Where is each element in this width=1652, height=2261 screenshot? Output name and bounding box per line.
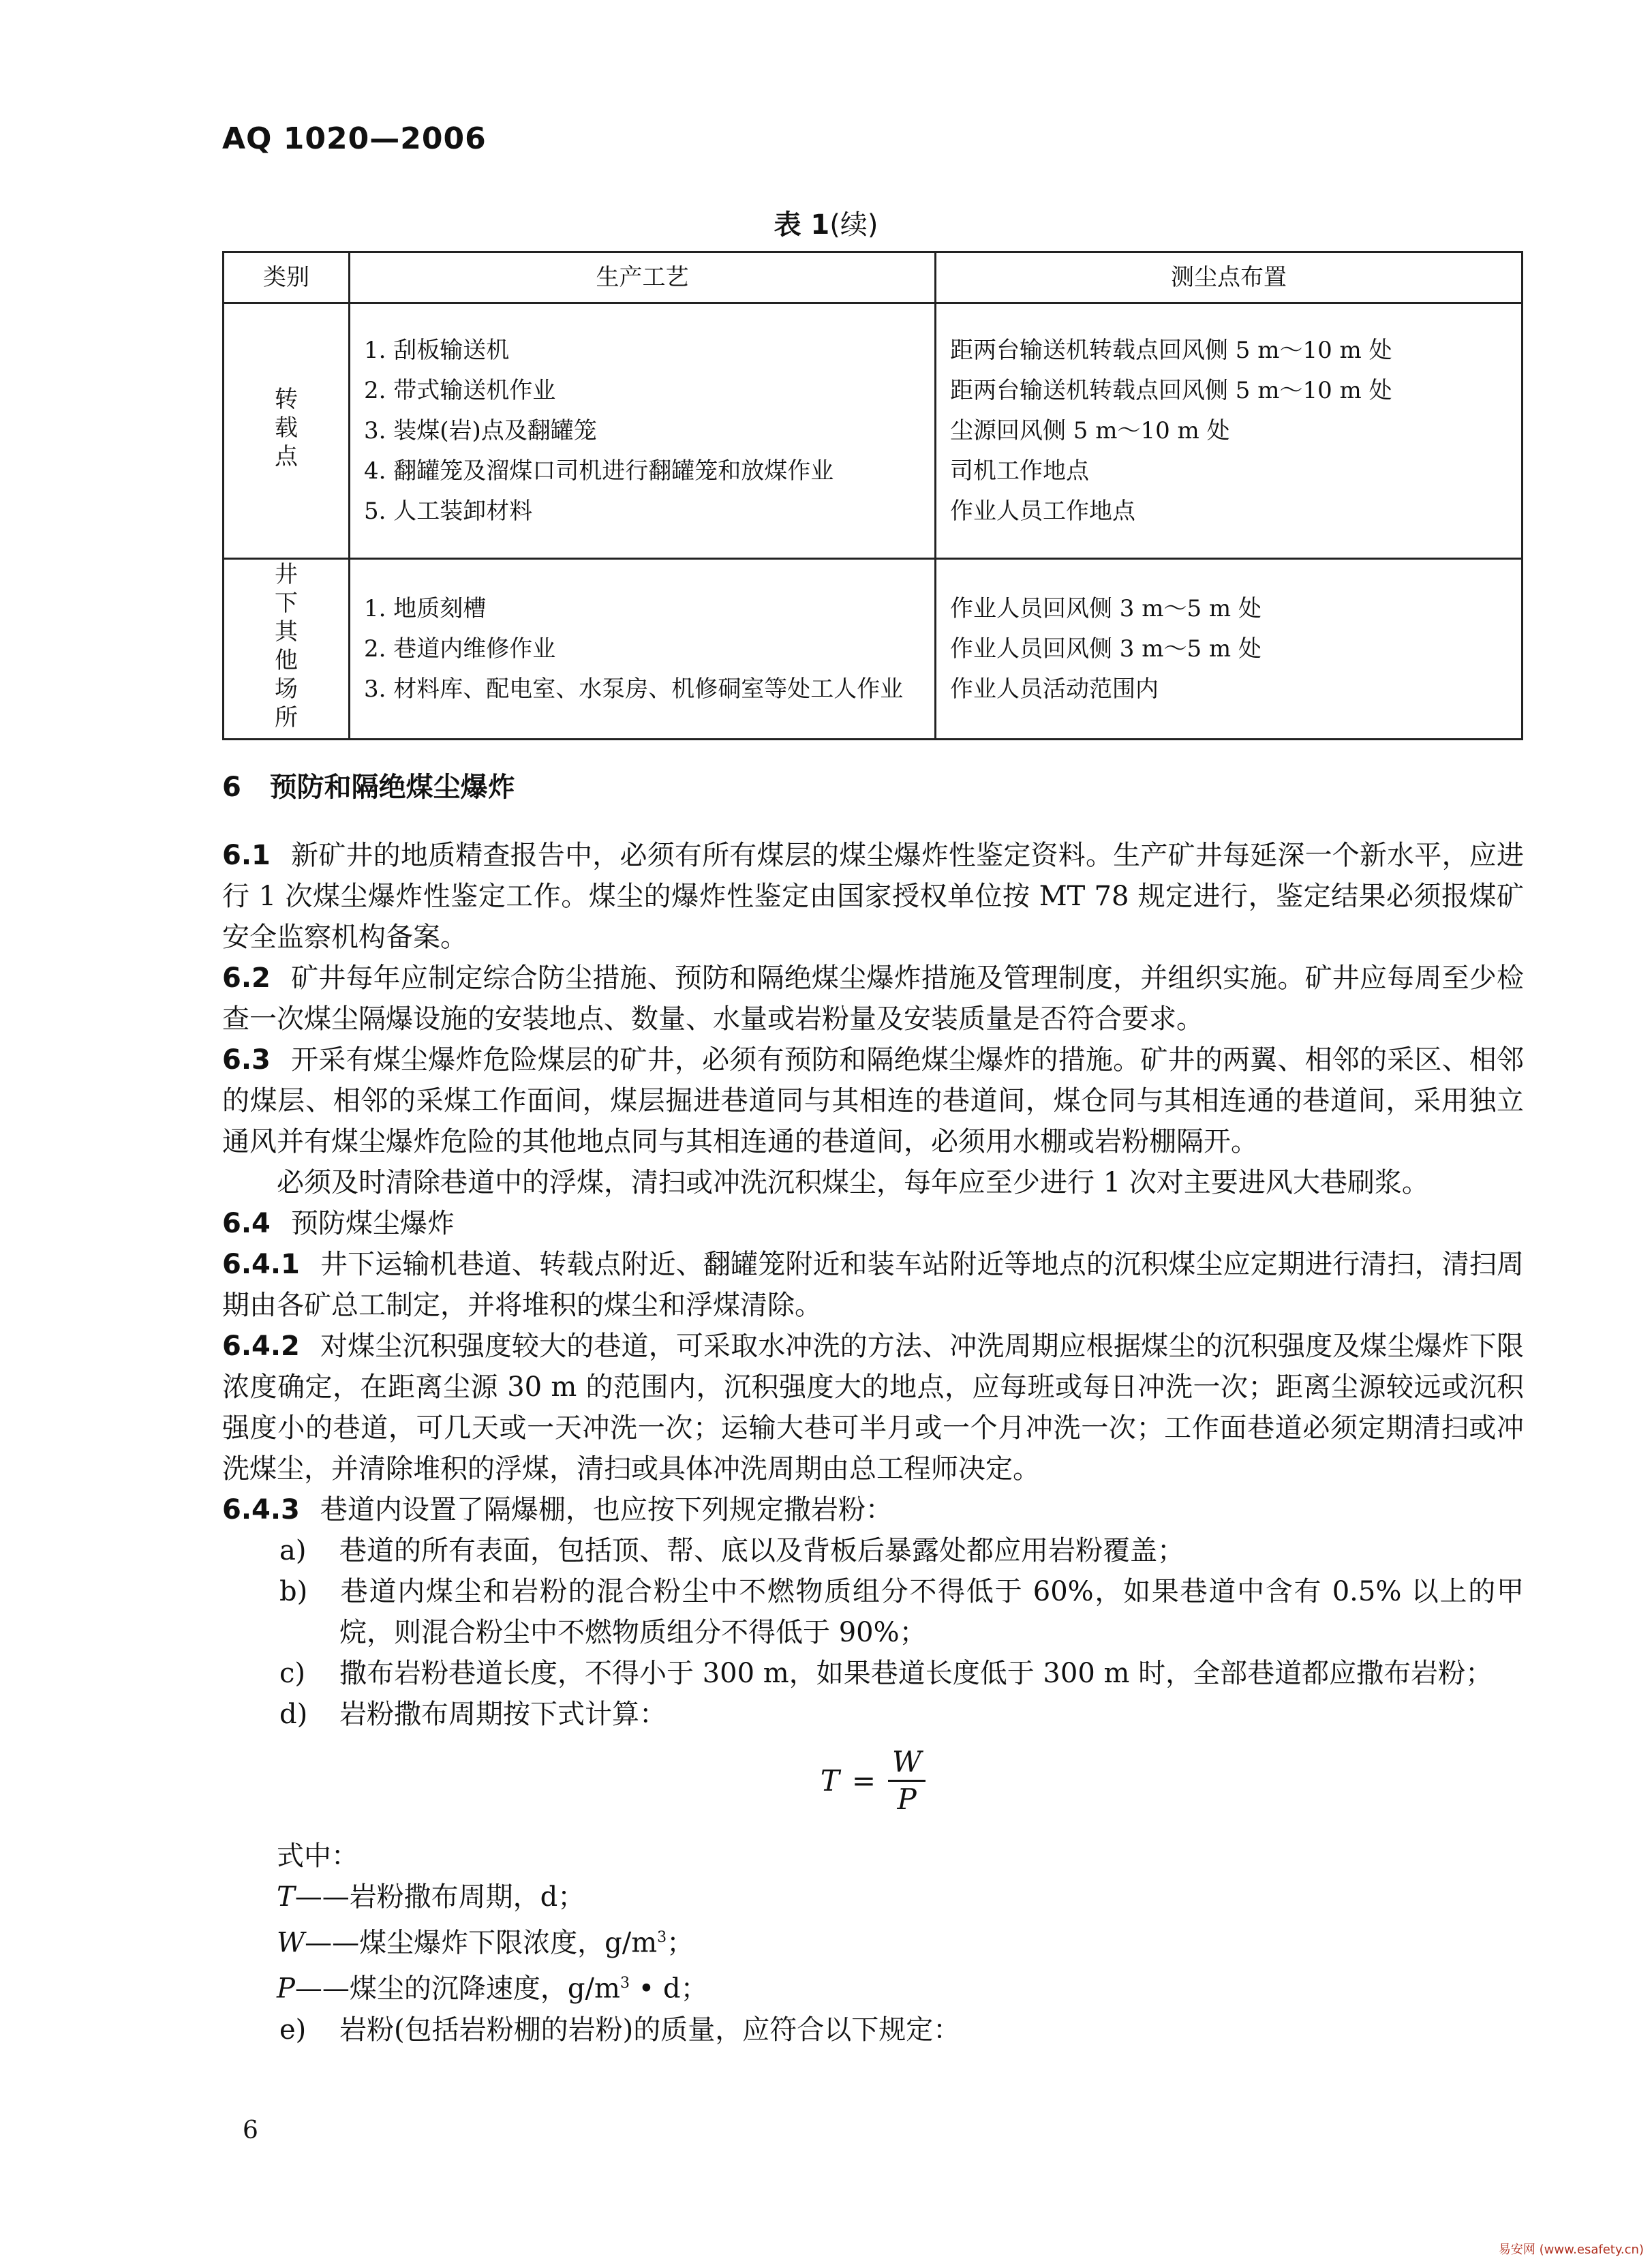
standard-code: AQ 1020—2006 bbox=[222, 121, 487, 156]
item-label: b) bbox=[279, 1576, 308, 1607]
formula-lhs: T bbox=[820, 1763, 840, 1797]
process-item: 5. 人工装卸材料 bbox=[364, 497, 533, 525]
row-processes bbox=[350, 303, 936, 559]
dust-measurement-table bbox=[222, 251, 1523, 740]
clause-6-3 bbox=[222, 1040, 1524, 1162]
formula-equals: = bbox=[851, 1763, 876, 1797]
item-text: 撒布岩粉巷道长度，不得小于 300 m，如果巷道长度低于 300 m 时，全部巷道都应撒布岩粉； bbox=[339, 1658, 1493, 1689]
where-item bbox=[222, 1963, 1524, 2009]
process-item: 3. 材料库、配电室、水泵房、机修硐室等处工人作业 bbox=[364, 675, 904, 703]
clause-6-4-3 bbox=[222, 1489, 1524, 1530]
list-item bbox=[222, 1653, 1524, 1694]
list-item bbox=[222, 2009, 1524, 2050]
list-item bbox=[222, 1530, 1524, 1571]
clause-6-1 bbox=[222, 835, 1524, 958]
row-positions bbox=[936, 559, 1523, 740]
header-position: 测尘点布置 bbox=[936, 252, 1523, 303]
section-number: 6 bbox=[222, 772, 241, 803]
clause-number: 6.3 bbox=[222, 1044, 271, 1076]
table-row bbox=[224, 559, 1523, 740]
item-text: 巷道内煤尘和岩粉的混合粉尘中不燃物质组分不得低于 60%，如果巷道中含有 0.5% 以上的甲烷，则混合粉尘中不燃物质组分不得低于 90%； bbox=[339, 1576, 1524, 1648]
watermark: 易安网 (www.esafety.cn) bbox=[1498, 2243, 1644, 2257]
item-text: 岩粉(包括岩粉棚的岩粉)的质量，应符合以下规定： bbox=[339, 2014, 961, 2046]
clause-6-4 bbox=[222, 1203, 1524, 1244]
where-label: 式中： bbox=[277, 1840, 358, 1872]
where-desc: 岩粉撒布周期，d； bbox=[349, 1881, 585, 1913]
clause-number: 6.2 bbox=[222, 962, 271, 994]
process-item: 1. 地质刻槽 bbox=[364, 594, 487, 622]
page-number: 6 bbox=[243, 2116, 258, 2144]
row-category bbox=[224, 303, 350, 559]
table-header-row bbox=[224, 252, 1523, 303]
formula-fraction bbox=[888, 1744, 926, 1817]
where-sup: 3 bbox=[620, 1975, 630, 1992]
category-char: 他 bbox=[275, 646, 298, 674]
category-char: 转 bbox=[275, 385, 298, 413]
category-char: 其 bbox=[275, 618, 298, 646]
formula-numerator: W bbox=[888, 1744, 926, 1782]
clause-text: 新矿井的地质精查报告中，必须有所有煤层的煤尘爆炸性鉴定资料。生产矿井每延深一个新水平，应进行 1 次煤尘爆炸性鉴定工作。煤尘的爆炸性鉴定由国家授权单位按 MT 78 规定进行，鉴定结果必须报煤矿安全监察机构备案。 bbox=[222, 840, 1524, 953]
section-body bbox=[222, 767, 1524, 2050]
item-label: d) bbox=[279, 1699, 308, 1730]
where-dash: —— bbox=[294, 1881, 350, 1913]
process-item: 2. 带式输送机作业 bbox=[364, 376, 556, 404]
position-item: 作业人员回风侧 3 m～5 m 处 bbox=[950, 635, 1261, 663]
position-item: 距两台输送机转载点回风侧 5 m～10 m 处 bbox=[950, 336, 1392, 364]
header-process: 生产工艺 bbox=[350, 252, 936, 303]
where-tail: • d； bbox=[629, 1973, 708, 2005]
category-char: 下 bbox=[275, 589, 298, 617]
header-category: 类别 bbox=[224, 252, 350, 303]
clause-6-4-2 bbox=[222, 1326, 1524, 1489]
section-heading bbox=[222, 767, 1524, 808]
clause-text: 巷道内设置了隔爆棚，也应按下列规定撒岩粉： bbox=[320, 1494, 893, 1526]
position-item: 距两台输送机转载点回风侧 5 m～10 m 处 bbox=[950, 376, 1392, 404]
table-caption bbox=[0, 203, 1652, 242]
process-item: 1. 刮板输送机 bbox=[364, 336, 510, 364]
row-category bbox=[224, 559, 350, 740]
where-item bbox=[222, 1877, 1524, 1917]
clause-number: 6.4.3 bbox=[222, 1494, 300, 1526]
section-title: 预防和隔绝煤尘爆炸 bbox=[269, 772, 515, 803]
where-tail: ； bbox=[667, 1927, 694, 1959]
row-processes bbox=[350, 559, 936, 740]
clause-number: 6.1 bbox=[222, 840, 271, 871]
where-item bbox=[222, 1917, 1524, 1963]
table-caption-suffix: (续) bbox=[829, 209, 878, 241]
clause-text: 矿井每年应制定综合防尘措施、预防和隔绝煤尘爆炸措施及管理制度，并组织实施。矿井应每周至少检查一次煤尘隔爆设施的安装地点、数量、水量或岩粉量及安装质量是否符合要求。 bbox=[222, 962, 1524, 1035]
clause-6-3-continuation: 必须及时清除巷道中的浮煤，清扫或冲洗沉积煤尘，每年应至少进行 1 次对主要进风大巷刷浆。 bbox=[277, 1167, 1429, 1198]
category-char: 井 bbox=[275, 560, 298, 588]
category-char: 载 bbox=[275, 414, 298, 442]
where-symbol: W bbox=[277, 1927, 305, 1959]
process-item: 2. 巷道内维修作业 bbox=[364, 635, 556, 663]
category-char: 所 bbox=[275, 703, 298, 731]
table-row bbox=[224, 303, 1523, 559]
where-symbol: T bbox=[277, 1881, 295, 1913]
category-char: 点 bbox=[275, 442, 298, 470]
process-item: 3. 装煤(岩)点及翻罐笼 bbox=[364, 416, 597, 444]
clause-number: 6.4 bbox=[222, 1208, 271, 1239]
position-item: 作业人员回风侧 3 m～5 m 处 bbox=[950, 594, 1261, 622]
where-sup: 3 bbox=[657, 1929, 667, 1946]
clause-6-2 bbox=[222, 958, 1524, 1040]
clause-text: 井下运输机巷道、转载点附近、翻罐笼附近和装车站附近等地点的沉积煤尘应定期进行清扫，清扫周期由各矿总工制定，并将堆积的煤尘和浮煤清除。 bbox=[222, 1249, 1524, 1321]
item-text: 巷道的所有表面，包括顶、帮、底以及背板后暴露处都应用岩粉覆盖； bbox=[339, 1535, 1184, 1566]
where-dash: —— bbox=[294, 1973, 350, 2005]
where-dash: —— bbox=[305, 1927, 360, 1959]
item-label: c) bbox=[279, 1658, 306, 1689]
where-desc: 煤尘爆炸下限浓度，g/m bbox=[359, 1927, 658, 1959]
clause-text: 对煤尘沉积强度较大的巷道，可采取水冲洗的方法、冲洗周期应根据煤尘的沉积强度及煤尘爆炸下限浓度确定，在距离尘源 30 m 的范围内，沉积强度大的地点，应每班或每日冲洗一次；距离尘源较远或沉积强度小的巷道，可几天或一天冲洗一次；运输大巷可半月或一个月冲洗一次；工作面巷道必须定期清扫或冲洗煤尘，并清除堆积的浮煤，清扫或具体冲洗周期由总工程师决定。 bbox=[222, 1331, 1524, 1485]
table-caption-title: 表 1 bbox=[774, 209, 830, 241]
clause-text: 预防煤尘爆炸 bbox=[290, 1208, 455, 1239]
clause-number: 6.4.1 bbox=[222, 1249, 300, 1280]
where-desc: 煤尘的沉降速度，g/m bbox=[349, 1973, 620, 2005]
item-label: e) bbox=[279, 2014, 307, 2046]
list-item bbox=[222, 1694, 1524, 1735]
formula-denominator: P bbox=[897, 1782, 917, 1816]
formula bbox=[222, 1744, 1524, 1826]
position-item: 尘源回风侧 5 m～10 m 处 bbox=[950, 416, 1230, 444]
clause-number: 6.4.2 bbox=[222, 1331, 300, 1362]
process-item: 4. 翻罐笼及溜煤口司机进行翻罐笼和放煤作业 bbox=[364, 457, 834, 485]
category-char: 场 bbox=[275, 675, 298, 703]
item-text: 岩粉撒布周期按下式计算： bbox=[339, 1699, 667, 1730]
row-positions bbox=[936, 303, 1523, 559]
clause-text: 开采有煤尘爆炸危险煤层的矿井，必须有预防和隔绝煤尘爆炸的措施。矿井的两翼、相邻的采区、相邻的煤层、相邻的采煤工作面间，煤层掘进巷道同与其相连的巷道间，煤仓同与其相连通的巷道间，采用独立通风并有煤尘爆炸危险的其他地点同与其相连通的巷道间，必须用水棚或岩粉棚隔开。 bbox=[222, 1044, 1524, 1157]
position-item: 作业人员工作地点 bbox=[950, 497, 1135, 525]
position-item: 作业人员活动范围内 bbox=[950, 675, 1159, 703]
position-item: 司机工作地点 bbox=[950, 457, 1089, 485]
item-label: a) bbox=[279, 1535, 307, 1566]
where-symbol: P bbox=[277, 1973, 295, 2005]
list-item bbox=[222, 1571, 1524, 1653]
clause-6-4-1 bbox=[222, 1244, 1524, 1326]
